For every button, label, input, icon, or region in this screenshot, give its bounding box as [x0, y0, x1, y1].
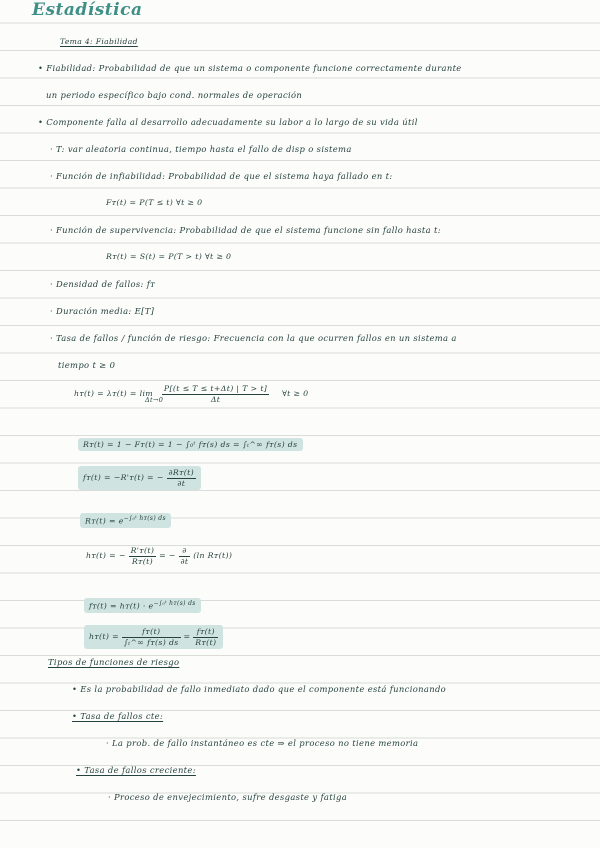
- hazard-log-den-2: ∂t: [180, 556, 189, 566]
- note-line-8: Rᴛ(t) = S(t) = P(T > t) ∀t ≥ 0: [106, 252, 232, 261]
- density-fraction: [167, 468, 197, 488]
- section2-line-3: · La prob. de fallo instantáneo es cte ⇒ el proceso no tiene memoria: [106, 738, 419, 748]
- section2-line-2: • Tasa de fallos cte:: [72, 711, 164, 721]
- hazard-log-fraction-2: [179, 546, 191, 566]
- hazard-ratio-equals: =: [183, 632, 191, 642]
- note-line-10: · Duración media: E[T]: [50, 306, 155, 316]
- reliability-exponential: [80, 513, 171, 528]
- note-line-3: • Componente falla al desarrollo adecuadamente su labor a lo largo de su vida útil: [38, 117, 418, 127]
- hazard-ratio-num-1: fᴛ(t): [122, 627, 181, 638]
- section2-line-4: • Tasa de fallos creciente:: [76, 765, 196, 775]
- hazard-equation: [74, 384, 308, 404]
- hazard-ratio-den-1: ∫ₜ^∞ fᴛ(s) ds: [123, 637, 179, 647]
- density-identity: [78, 466, 201, 490]
- hazard-log-num-2: ∂: [179, 546, 191, 557]
- hazard-ratio-fraction-2: [193, 627, 218, 647]
- note-line-12: tiempo t ≥ 0: [58, 360, 116, 370]
- hazard-lhs: hᴛ(t) = λᴛ(t) = lim: [74, 389, 154, 399]
- hazard-log-fraction-1: [129, 546, 157, 566]
- hazard-ratio-lhs: hᴛ(t) =: [89, 632, 120, 642]
- hazard-condition: ∀t ≥ 0: [282, 389, 309, 399]
- hazard-denominator: Δt: [210, 394, 221, 404]
- section2-line-5: · Proceso de envejecimiento, sufre desgaste y fatiga: [108, 792, 348, 802]
- topic-subtitle: Tema 4: Fiabilidad: [60, 37, 138, 46]
- hazard-ratio-num-2: fᴛ(t): [193, 627, 218, 638]
- note-line-7: · Función de supervivencia: Probabilidad de que el sistema funcione sin fallo hasta t:: [50, 225, 441, 235]
- hazard-log-derivative: [86, 546, 232, 566]
- reliability-identity: Rᴛ(t) = 1 − Fᴛ(t) = 1 − ∫₀ᵗ fᴛ(s) ds = ∫ₜ^∞ fᴛ(s) ds: [78, 438, 303, 451]
- density-exp-power: −∫₀ᵗ hᴛ(s) ds: [153, 600, 196, 607]
- density-exp-base: fᴛ(t) = hᴛ(t) · e: [89, 601, 154, 611]
- density-denominator: ∂t: [177, 478, 186, 488]
- reliability-exp-base: Rᴛ(t) = e: [85, 516, 124, 526]
- hazard-log-num-1: R'ᴛ(t): [130, 546, 155, 555]
- hazard-log-lhs: hᴛ(t) = −: [86, 551, 126, 561]
- density-lhs: fᴛ(t) = −R'ᴛ(t) = −: [83, 473, 164, 483]
- hazard-log-tail: (ln Rᴛ(t)): [193, 551, 233, 561]
- note-line-9: · Densidad de fallos: fᴛ: [50, 279, 156, 289]
- hazard-numerator: P[(t ≤ T ≤ t+Δt) | T > t]: [163, 384, 268, 393]
- section-heading-hazard-types: Tipos de funciones de riesgo: [48, 657, 180, 667]
- hazard-ratio-den-2: Rᴛ(t): [195, 637, 217, 647]
- note-line-4: · T: var aleatoria continua, tiempo hasta el fallo de disp o sistema: [50, 144, 352, 154]
- hazard-log-mid: = −: [159, 551, 176, 561]
- hazard-ratio-identity: [84, 625, 223, 649]
- density-exponential: [84, 598, 201, 613]
- density-numerator: ∂Rᴛ(t): [168, 468, 195, 477]
- note-line-2: un periodo específico bajo cond. normales de operación: [46, 90, 303, 100]
- hazard-log-den-1: Rᴛ(t): [131, 556, 153, 566]
- hazard-limit-sub: Δt→0: [145, 396, 164, 404]
- hazard-fraction: [162, 384, 269, 404]
- section2-line-1: • Es la probabilidad de fallo inmediato dado que el componente está funcionando: [72, 684, 447, 694]
- note-line-5: · Función de infiabilidad: Probabilidad de que el sistema haya fallado en t:: [50, 171, 393, 181]
- note-line-11: · Tasa de fallos / función de riesgo: Frecuencia con la que ocurren fallos en un sistema a: [50, 333, 457, 343]
- note-line-6: Fᴛ(t) = P(T ≤ t) ∀t ≥ 0: [106, 198, 203, 207]
- page-title: Estadística: [32, 0, 143, 20]
- reliability-exp-power: −∫₀ᵗ hᴛ(s) ds: [123, 515, 166, 522]
- note-line-1: • Fiabilidad: Probabilidad de que un sistema o componente funcione correctamente durante: [38, 63, 462, 73]
- hazard-ratio-fraction-1: [122, 627, 181, 647]
